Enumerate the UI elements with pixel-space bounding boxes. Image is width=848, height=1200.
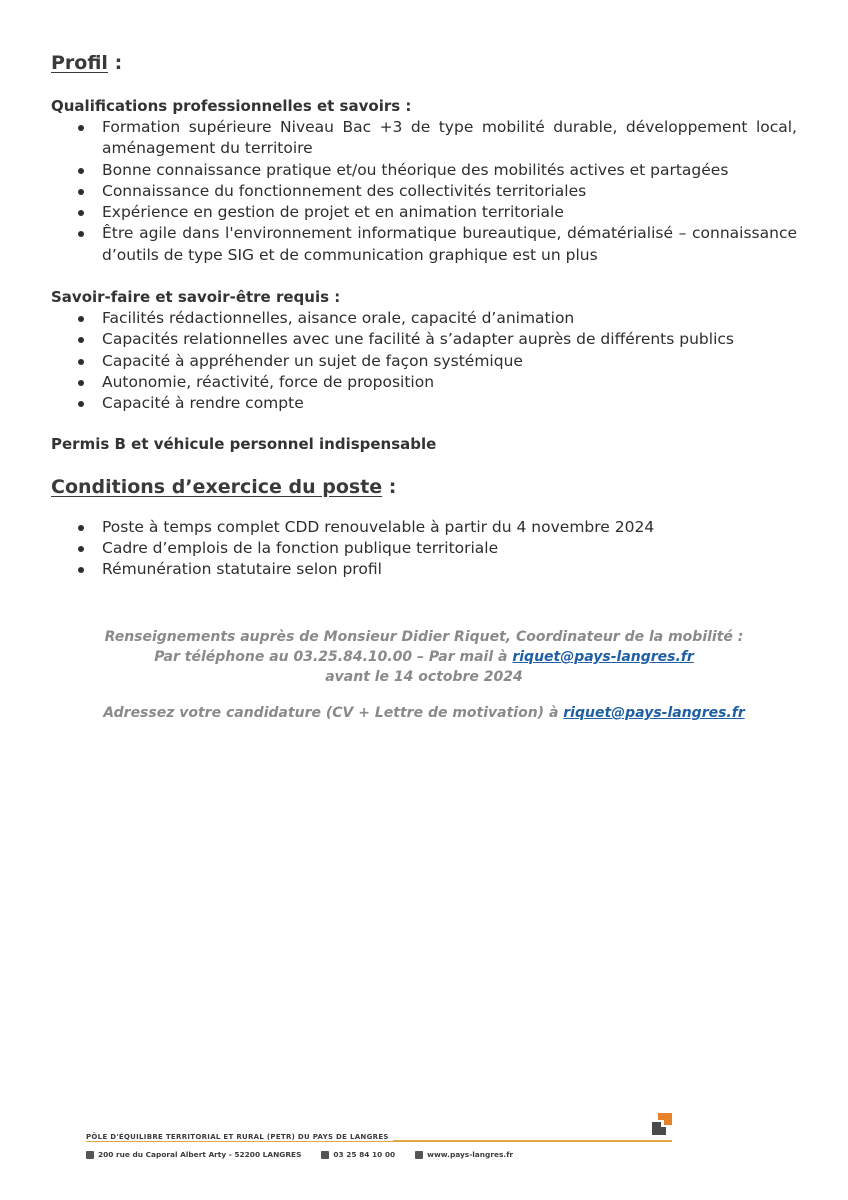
application-block [51, 703, 797, 723]
list-item-text: Autonomie, réactivité, force de proposition [102, 372, 435, 391]
footer-address-text: 200 rue du Caporal Albert Arty - 52200 LANGRES [98, 1150, 302, 1159]
conditions-colon: : [382, 475, 397, 498]
contact-line-1: Renseignements auprès de Monsieur Didier Riquet, Coordinateur de la mobilité : [104, 629, 744, 645]
list-item [51, 351, 797, 372]
list-item-text: Cadre d’emplois de la fonction publique territoriale [102, 538, 499, 557]
bullet-icon [78, 210, 84, 216]
bullet-icon [78, 359, 84, 365]
list-item [51, 393, 797, 414]
bullet-icon [78, 525, 84, 531]
footer-organization: PÔLE D'ÉQUILIBRE TERRITORIAL ET RURAL (PETR) DU PAYS DE LANGRES [86, 1133, 393, 1141]
contact-block [51, 627, 797, 687]
list-item-text: Être agile dans l'environnement informatique bureautique, dématérialisé – connaissance d’outils de type SIG et de communication graphique est un plus [102, 224, 797, 264]
list-item-text: Poste à temps complet CDD renouvelable à partir du 4 novembre 2024 [102, 517, 655, 536]
list-item-text: Facilités rédactionnelles, aisance orale, capacité d’animation [102, 309, 575, 328]
profil-colon: : [107, 52, 123, 74]
application-email-link[interactable]: riquet@pays-langres.fr [563, 705, 745, 721]
list-item-text: Capacité à rendre compte [102, 394, 304, 413]
bullet-icon [78, 168, 84, 174]
list-item [51, 372, 797, 393]
qualifications-heading: Qualifications professionnelles et savoirs : [51, 97, 412, 115]
savoir-heading: Savoir-faire et savoir-être requis : [51, 288, 341, 307]
conditions-heading [51, 474, 797, 501]
list-item-text: Capacités relationnelles avec une facilité à s’adapter auprès de différents publics [102, 330, 734, 349]
profil-title: Profil [51, 52, 108, 74]
bullet-icon [78, 401, 84, 407]
conditions-list [51, 517, 797, 581]
bullet-icon [78, 567, 84, 573]
list-item [51, 559, 797, 580]
footer-address [86, 1150, 301, 1159]
footer-website-text[interactable]: www.pays-langres.fr [427, 1150, 514, 1159]
contact-email-link[interactable]: riquet@pays-langres.fr [512, 649, 694, 665]
list-item-text: Capacité à appréhender un sujet de façon systémique [102, 351, 523, 370]
savoir-list [51, 308, 797, 414]
bullet-icon [78, 546, 84, 552]
contact-line-2-text: Par téléphone au 03.25.84.10.00 – Par mail à [154, 649, 513, 665]
contact-line-2 [51, 647, 797, 667]
bullet-icon [78, 189, 84, 195]
globe-icon [415, 1151, 423, 1159]
document-content [51, 50, 797, 580]
list-item-text: Formation supérieure Niveau Bac +3 de type mobilité durable, développement local, aménagement du territoire [102, 118, 797, 158]
footer-website[interactable] [415, 1150, 513, 1159]
list-item [51, 160, 797, 181]
list-item [51, 181, 797, 202]
list-item [51, 517, 797, 538]
conditions-title: Conditions d’exercice du poste [51, 475, 383, 498]
footer-phone [321, 1150, 395, 1159]
petr-logo-icon [652, 1113, 672, 1135]
list-item [51, 202, 797, 223]
footer-phone-text: 03 25 84 10 00 [333, 1150, 396, 1159]
list-item [51, 329, 797, 350]
contact-deadline: avant le 14 octobre 2024 [325, 669, 523, 685]
bullet-icon [78, 337, 84, 343]
list-item-text: Connaissance du fonctionnement des collectivités territoriales [102, 181, 587, 200]
list-item-text: Rémunération statutaire selon profil [102, 560, 382, 579]
permis-requirement: Permis B et véhicule personnel indispensable [51, 434, 437, 453]
list-item [51, 308, 797, 329]
list-item-text: Expérience en gestion de projet et en animation territoriale [102, 203, 564, 222]
bullet-icon [78, 231, 84, 237]
application-text: Adressez votre candidature (CV + Lettre de motivation) à [103, 705, 564, 721]
list-item [51, 538, 797, 559]
bullet-icon [78, 380, 84, 386]
bullet-icon [78, 125, 84, 131]
phone-icon [321, 1151, 329, 1159]
qualifications-list [51, 117, 797, 266]
bullet-icon [78, 316, 84, 322]
list-item-text: Bonne connaissance pratique et/ou théorique des mobilités actives et partagées [102, 160, 729, 179]
location-icon [86, 1151, 94, 1159]
list-item [51, 223, 797, 266]
list-item [51, 117, 797, 160]
footer-contacts [86, 1150, 513, 1159]
profil-heading [51, 50, 797, 77]
